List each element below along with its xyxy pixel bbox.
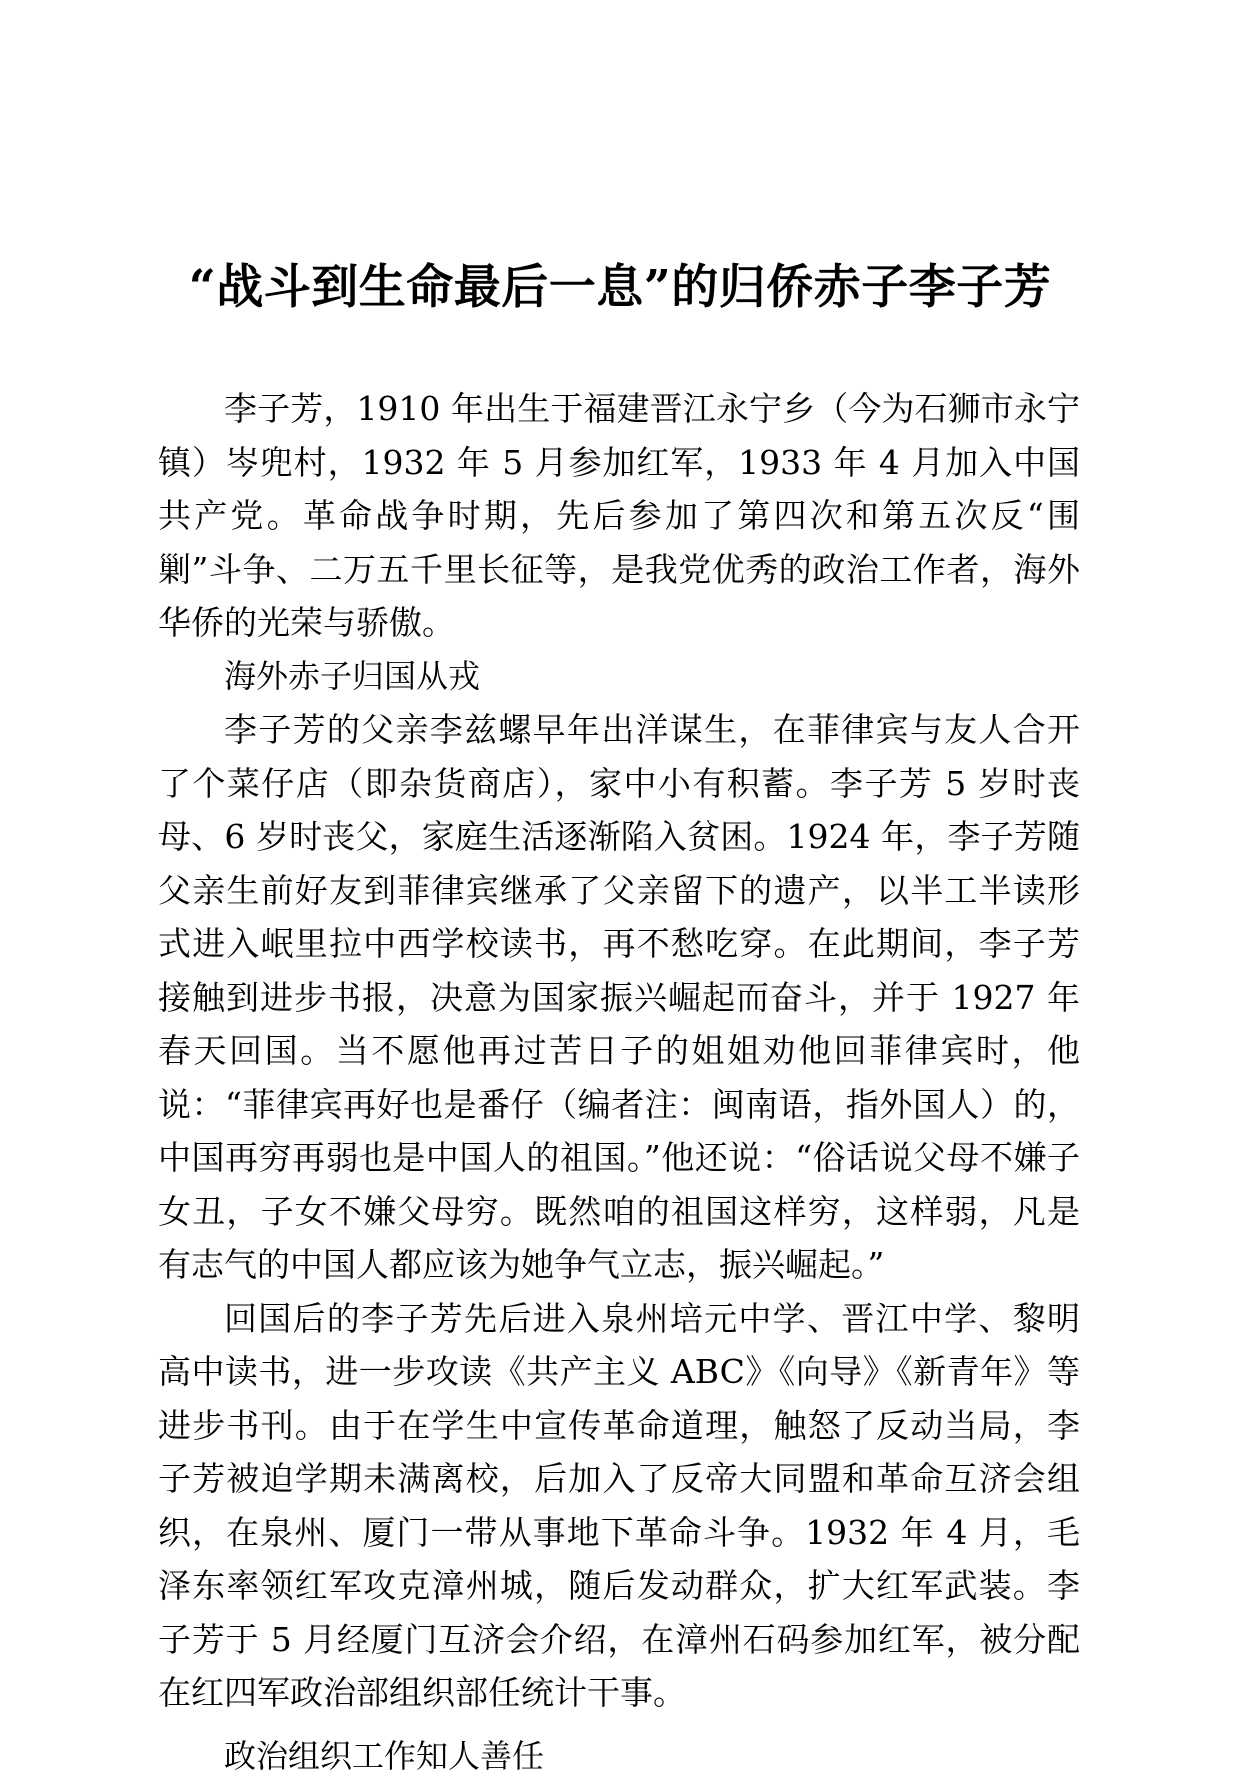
- section-heading-1: 海外赤子归国从戎: [158, 650, 1080, 704]
- document-body: [158, 382, 1080, 1783]
- body-paragraph-3: 回国后的李子芳先后进入泉州培元中学、晋江中学、黎明高中读书，进一步攻读《共产主义 ABC》《向导》《新青年》等进步书刊。由于在学生中宣传革命道理，触怒了反动当局，李子芳被迫学期未满离校，后加入了反帝大同盟和革命互济会组织，在泉州、厦门一带从事地下革命斗争。1932 年 4 月，毛泽东率领红军攻克漳州城，随后发动群众，扩大红军武装。李子芳于 5 月经厦门互济会介绍，在漳州石码参加红军，被分配在红四军政治部组织部任统计干事。: [158, 1292, 1080, 1720]
- document-title: “战斗到生命最后一息”的归侨赤子李子芳: [150, 258, 1090, 318]
- body-paragraph-2: 李子芳的父亲李兹螺早年出洋谋生，在菲律宾与友人合开了个菜仔店（即杂货商店），家中小有积蓄。李子芳 5 岁时丧母、6 岁时丧父，家庭生活逐渐陷入贫困。1924 年，李子芳随父亲生前好友到菲律宾继承了父亲留下的遗产，以半工半读形式进入岷里拉中西学校读书，再不愁吃穿。在此期间，李子芳接触到进步书报，决意为国家振兴崛起而奋斗，并于 1927 年春天回国。当不愿他再过苦日子的姐姐劝他回菲律宾时，他说：“菲律宾再好也是番仔（编者注：闽南语，指外国人）的，中国再穷再弱也是中国人的祖国。”他还说：“俗话说父母不嫌子女丑，子女不嫌父母穷。既然咱的祖国这样穷，这样弱，凡是有志气的中国人都应该为她争气立志，振兴崛起。”: [158, 703, 1080, 1292]
- section-heading-2: 政治组织工作知人善任: [158, 1730, 1080, 1783]
- intro-paragraph: 李子芳，1910 年出生于福建晋江永宁乡（今为石狮市永宁镇）岑兜村，1932 年 5 月参加红军，1933 年 4 月加入中国共产党。革命战争时期，先后参加了第四次和第五次反“围剿”斗争、二万五千里长征等，是我党优秀的政治工作者，海外华侨的光荣与骄傲。: [158, 382, 1080, 650]
